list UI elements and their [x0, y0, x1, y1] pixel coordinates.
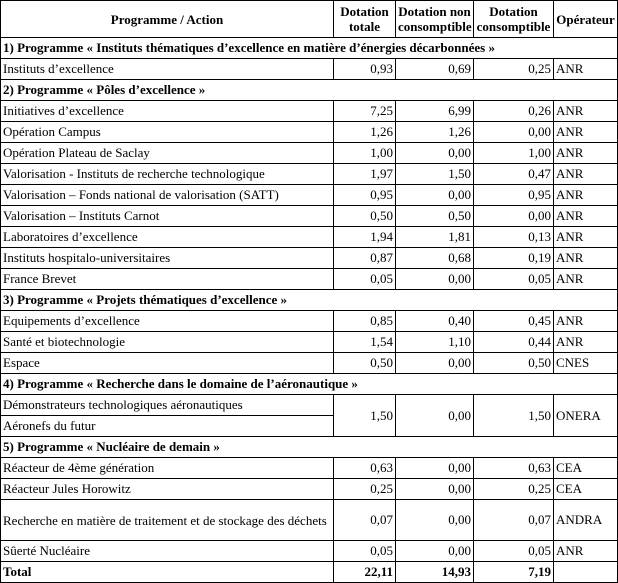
table-row: [1, 500, 618, 541]
dotation-non-consomptible-cell: 0,68: [396, 248, 474, 269]
dotation-consomptible-cell: 0,25: [474, 59, 554, 80]
dotation-totale-cell: 0,50: [334, 206, 396, 227]
dotation-consomptible-cell: 0,19: [474, 248, 554, 269]
action-cell: Démonstrateurs technologiques aéronautiques: [1, 395, 334, 416]
table-row: [1, 311, 618, 332]
table-row: [1, 206, 618, 227]
dotation-totale-cell: 1,54: [334, 332, 396, 353]
table-row: [1, 59, 618, 80]
header-row: [1, 1, 618, 38]
operateur-cell: ANR: [554, 59, 618, 80]
operateur-cell: ANR: [554, 101, 618, 122]
dotation-non-consomptible-cell: 1,50: [396, 164, 474, 185]
dotation-totale-cell: 0,85: [334, 311, 396, 332]
dotation-non-consomptible-cell: 0,00: [396, 479, 474, 500]
dotation-non-consomptible-cell: 0,00: [396, 541, 474, 562]
table-row: [1, 143, 618, 164]
dotation-consomptible-cell: 1,50: [474, 395, 554, 437]
action-cell: Recherche en matière de traitement et de stockage des déchets: [1, 500, 334, 541]
total-cons: 7,19: [474, 562, 554, 583]
table-row: [1, 332, 618, 353]
action-cell: Instituts hospitalo-universitaires: [1, 248, 334, 269]
operateur-cell: ANR: [554, 206, 618, 227]
dotation-consomptible-cell: 1,00: [474, 143, 554, 164]
header-operateur: Opérateur: [554, 1, 618, 38]
total-op: [554, 562, 618, 583]
header-action: Programme / Action: [1, 1, 334, 38]
table-row: [1, 458, 618, 479]
dotation-consomptible-cell: 0,00: [474, 122, 554, 143]
section-title: 4) Programme « Recherche dans le domaine de l’aéronautique »: [1, 374, 618, 395]
table-row: [1, 353, 618, 374]
header-dotation-consomptible: Dotation consomptible: [474, 1, 554, 38]
dotation-non-consomptible-cell: 0,00: [396, 458, 474, 479]
dotation-consomptible-cell: 0,26: [474, 101, 554, 122]
dotation-consomptible-cell: 0,07: [474, 500, 554, 541]
dotation-consomptible-cell: 0,45: [474, 311, 554, 332]
dotation-non-consomptible-cell: 6,99: [396, 101, 474, 122]
table-row: [1, 164, 618, 185]
operateur-cell: ANR: [554, 311, 618, 332]
dotation-consomptible-cell: 0,00: [474, 206, 554, 227]
dotation-non-consomptible-cell: 0,69: [396, 59, 474, 80]
dotation-totale-cell: 1,26: [334, 122, 396, 143]
dotation-non-consomptible-cell: 0,00: [396, 353, 474, 374]
dotation-consomptible-cell: 0,50: [474, 353, 554, 374]
action-cell: Sûerté Nucléaire: [1, 541, 334, 562]
operateur-cell: ANR: [554, 185, 618, 206]
dotation-totale-cell: 0,95: [334, 185, 396, 206]
total-row: [1, 562, 618, 583]
dotation-consomptible-cell: 0,25: [474, 479, 554, 500]
table-row: [1, 101, 618, 122]
dotation-non-consomptible-cell: 1,26: [396, 122, 474, 143]
section-header: [1, 38, 618, 59]
dotation-non-consomptible-cell: 1,10: [396, 332, 474, 353]
dotation-totale-cell: 0,50: [334, 353, 396, 374]
table-row: [1, 227, 618, 248]
operateur-cell: ANR: [554, 332, 618, 353]
table-row: [1, 395, 618, 416]
operateur-cell: CEA: [554, 479, 618, 500]
total-non: 14,93: [396, 562, 474, 583]
dotation-totale-cell: 1,94: [334, 227, 396, 248]
action-cell: Réacteur Jules Horowitz: [1, 479, 334, 500]
action-cell: Espace: [1, 353, 334, 374]
header-dotation-non-consomptible: Dotation non consomptible: [396, 1, 474, 38]
total-totale: 22,11: [334, 562, 396, 583]
section-header: [1, 374, 618, 395]
operateur-cell: ANR: [554, 143, 618, 164]
operateur-cell: ONERA: [554, 395, 618, 437]
operateur-cell: ANDRA: [554, 500, 618, 541]
action-cell: Aéronefs du futur: [1, 416, 334, 437]
dotation-non-consomptible-cell: 0,50: [396, 206, 474, 227]
table-row: [1, 269, 618, 290]
dotation-consomptible-cell: 0,63: [474, 458, 554, 479]
table-row: [1, 479, 618, 500]
operateur-cell: ANR: [554, 227, 618, 248]
operateur-cell: ANR: [554, 269, 618, 290]
action-cell: Initiatives d’excellence: [1, 101, 334, 122]
dotation-totale-cell: 0,05: [334, 541, 396, 562]
section-title: 1) Programme « Instituts thématiques d’excellence en matière d’énergies décarbonnées »: [1, 38, 618, 59]
section-title: 2) Programme « Pôles d’excellence »: [1, 80, 618, 101]
action-cell: Opération Plateau de Saclay: [1, 143, 334, 164]
operateur-cell: ANR: [554, 248, 618, 269]
dotation-non-consomptible-cell: 1,81: [396, 227, 474, 248]
action-cell: Réacteur de 4ème génération: [1, 458, 334, 479]
action-cell: Valorisation - Instituts de recherche technologique: [1, 164, 334, 185]
dotation-totale-cell: 1,00: [334, 143, 396, 164]
section-header: [1, 290, 618, 311]
dotation-consomptible-cell: 0,05: [474, 541, 554, 562]
dotation-totale-cell: 0,87: [334, 248, 396, 269]
dotation-non-consomptible-cell: 0,00: [396, 185, 474, 206]
header-dotation-totale: Dotation totale: [334, 1, 396, 38]
dotation-totale-cell: 1,50: [334, 395, 396, 437]
dotation-totale-cell: 0,93: [334, 59, 396, 80]
dotation-consomptible-cell: 0,05: [474, 269, 554, 290]
dotation-consomptible-cell: 0,44: [474, 332, 554, 353]
action-cell: Valorisation – Instituts Carnot: [1, 206, 334, 227]
dotation-totale-cell: 0,07: [334, 500, 396, 541]
action-cell: Equipements d’excellence: [1, 311, 334, 332]
action-cell: France Brevet: [1, 269, 334, 290]
dotation-consomptible-cell: 0,95: [474, 185, 554, 206]
section-header: [1, 437, 618, 458]
table-row: [1, 185, 618, 206]
dotation-totale-cell: 0,25: [334, 479, 396, 500]
table-row: [1, 248, 618, 269]
dotation-non-consomptible-cell: 0,00: [396, 143, 474, 164]
action-cell: Instituts d’excellence: [1, 59, 334, 80]
table-row: [1, 541, 618, 562]
section-header: [1, 80, 618, 101]
action-cell: Santé et biotechnologie: [1, 332, 334, 353]
operateur-cell: CEA: [554, 458, 618, 479]
dotation-totale-cell: 0,63: [334, 458, 396, 479]
total-label: Total: [1, 562, 334, 583]
dotation-non-consomptible-cell: 0,40: [396, 311, 474, 332]
operateur-cell: ANR: [554, 541, 618, 562]
dotation-non-consomptible-cell: 0,00: [396, 500, 474, 541]
dotation-non-consomptible-cell: 0,00: [396, 395, 474, 437]
operateur-cell: CNES: [554, 353, 618, 374]
operateur-cell: ANR: [554, 164, 618, 185]
section-title: 5) Programme « Nucléaire de demain »: [1, 437, 618, 458]
action-cell: Opération Campus: [1, 122, 334, 143]
dotation-consomptible-cell: 0,13: [474, 227, 554, 248]
operateur-cell: ANR: [554, 122, 618, 143]
dotation-non-consomptible-cell: 0,00: [396, 269, 474, 290]
dotation-totale-cell: 0,05: [334, 269, 396, 290]
table-row: [1, 122, 618, 143]
action-cell: Laboratoires d’excellence: [1, 227, 334, 248]
section-title: 3) Programme « Projets thématiques d’excellence »: [1, 290, 618, 311]
action-cell: Valorisation – Fonds national de valorisation (SATT): [1, 185, 334, 206]
dotation-totale-cell: 1,97: [334, 164, 396, 185]
dotation-consomptible-cell: 0,47: [474, 164, 554, 185]
dotation-totale-cell: 7,25: [334, 101, 396, 122]
